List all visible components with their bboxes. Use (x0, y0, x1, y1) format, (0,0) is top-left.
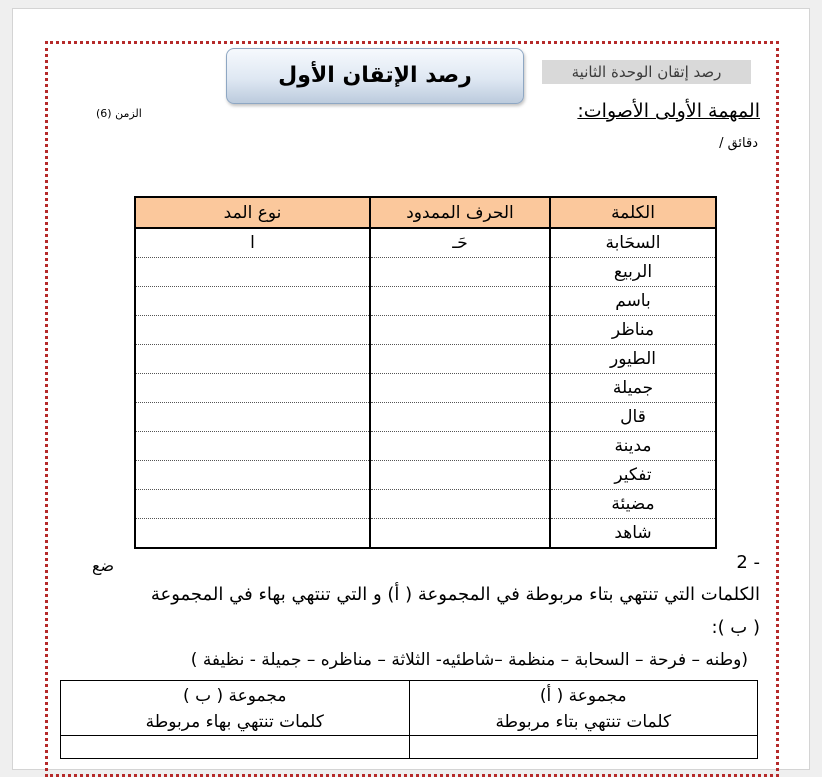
type-cell[interactable] (135, 374, 370, 403)
type-cell[interactable] (135, 432, 370, 461)
page-title: رصد الإتقان الأول (226, 48, 524, 104)
letter-cell[interactable] (370, 258, 550, 287)
type-cell[interactable] (135, 519, 370, 549)
group-b-description: كلمات تنتهي بهاء مربوطة (145, 712, 324, 732)
task-title: المهمة الأولى الأصوات: (577, 100, 760, 122)
letter-cell[interactable] (370, 287, 550, 316)
groups-table (60, 680, 758, 759)
letter-cell[interactable] (370, 519, 550, 549)
groups-header-row (61, 681, 758, 736)
group-a-answer-cell[interactable] (409, 736, 758, 759)
sounds-table-header-row (135, 197, 716, 228)
table-row (135, 461, 716, 490)
letter-cell[interactable] (370, 345, 550, 374)
word-cell: مدينة (550, 432, 716, 461)
type-cell[interactable] (135, 403, 370, 432)
table-row (135, 287, 716, 316)
type-cell[interactable] (135, 345, 370, 374)
letter-cell[interactable] (370, 374, 550, 403)
letter-cell[interactable]: حَـ (370, 228, 550, 258)
question-text-line2: ( ب ): (711, 617, 760, 638)
groups-answer-row (61, 736, 758, 759)
type-cell[interactable]: ا (135, 228, 370, 258)
table-row (135, 519, 716, 549)
type-cell[interactable] (135, 490, 370, 519)
question-verb: ضع (92, 556, 115, 575)
group-a-description: كلمات تنتهي بتاء مربوطة (495, 712, 672, 732)
unit-label: رصد إتقان الوحدة الثانية (542, 60, 751, 84)
word-cell: الطيور (550, 345, 716, 374)
group-a-title: مجموعة ( أ) (539, 686, 627, 706)
group-b-header (61, 681, 410, 736)
letter-cell[interactable] (370, 490, 550, 519)
word-cell: السحَابة (550, 228, 716, 258)
table-row (135, 490, 716, 519)
type-cell[interactable] (135, 258, 370, 287)
word-cell: مضيئة (550, 490, 716, 519)
letter-cell[interactable] (370, 432, 550, 461)
table-row (135, 432, 716, 461)
table-row (135, 374, 716, 403)
time-label: الزمن (6) (96, 107, 142, 120)
type-cell[interactable] (135, 316, 370, 345)
letter-cell[interactable] (370, 316, 550, 345)
question-text-line1: الكلمات التي تنتهي بتاء مربوطة في المجموعة ( أ) و التي تنتهي بهاء في المجموعة (150, 584, 760, 605)
word-list: (وطنه – فرحة – السحابة – منظمة –شاطئيه- الثلاثة – مناظره – جميلة - نظيفة ) (190, 650, 748, 670)
table-row (135, 403, 716, 432)
word-cell: الربيع (550, 258, 716, 287)
column-header-letter: الحرف الممدود (370, 197, 550, 228)
word-cell: قال (550, 403, 716, 432)
type-cell[interactable] (135, 287, 370, 316)
word-cell: مناظر (550, 316, 716, 345)
column-header-word: الكلمة (550, 197, 716, 228)
group-b-title: مجموعة ( ب ) (183, 686, 287, 706)
letter-cell[interactable] (370, 403, 550, 432)
group-b-answer-cell[interactable] (61, 736, 410, 759)
table-row (135, 258, 716, 287)
minutes-label: دقائق / (719, 136, 758, 151)
group-a-header (409, 681, 758, 736)
table-row (135, 316, 716, 345)
word-cell: جميلة (550, 374, 716, 403)
column-header-type: نوع المد (135, 197, 370, 228)
word-cell: باسم (550, 287, 716, 316)
type-cell[interactable] (135, 461, 370, 490)
table-row (135, 345, 716, 374)
letter-cell[interactable] (370, 461, 550, 490)
sounds-table (134, 196, 717, 549)
table-row (135, 228, 716, 258)
word-cell: تفكير (550, 461, 716, 490)
question-number: 2 - (736, 552, 760, 573)
word-cell: شاهد (550, 519, 716, 549)
